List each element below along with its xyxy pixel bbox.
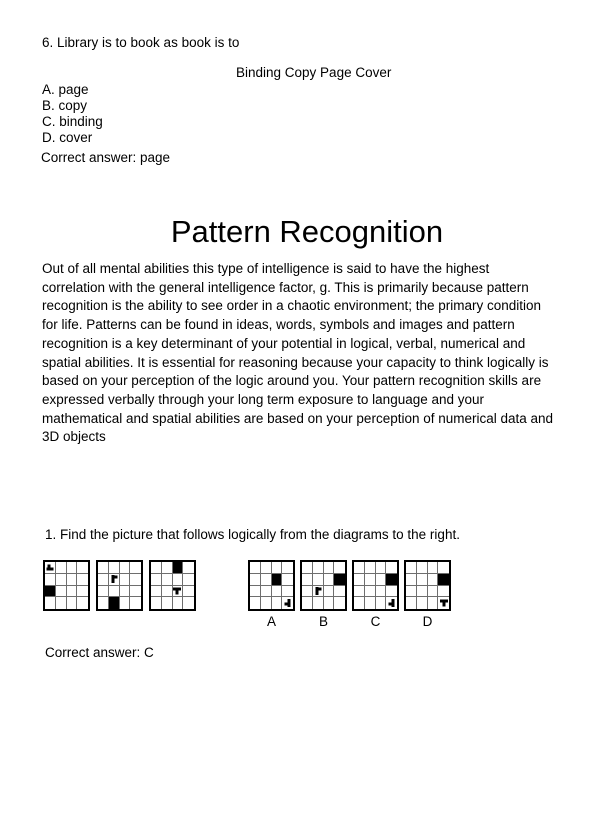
option-a: A. page bbox=[42, 82, 89, 97]
intro-line: Out of all mental abilities this type of intelligence is said to have the highest bbox=[42, 261, 490, 276]
grid-cell bbox=[324, 574, 335, 586]
grid-cell bbox=[67, 586, 78, 598]
grid-cell bbox=[428, 586, 439, 598]
grid-cell bbox=[365, 574, 376, 586]
grid-cell bbox=[77, 562, 88, 574]
grid-cell bbox=[162, 562, 173, 574]
grid-cell bbox=[56, 597, 67, 609]
intro-line: expressed verbally through your long term exposure to language and your bbox=[42, 391, 485, 407]
grid-cell bbox=[334, 597, 345, 609]
grid-cell bbox=[365, 586, 376, 598]
grid-cell bbox=[120, 562, 131, 574]
answer-option-a bbox=[248, 560, 295, 630]
grid-cell bbox=[173, 574, 184, 586]
flag-left-glyph bbox=[388, 599, 396, 607]
grid-cell bbox=[151, 574, 162, 586]
intro-line: mathematical and spatial abilities are based on your perception of numerical data and bbox=[42, 410, 554, 426]
question-6-options bbox=[42, 82, 103, 146]
grid-cell bbox=[438, 574, 449, 586]
grid-cell bbox=[173, 597, 184, 609]
flag-right-glyph bbox=[314, 587, 322, 595]
question-6-correct-answer: Correct answer: page bbox=[41, 150, 171, 165]
grid-cell bbox=[376, 574, 387, 586]
question-6-prompt: 6. Library is to book as book is to bbox=[42, 35, 240, 50]
grid-cell bbox=[98, 574, 109, 586]
grid-cell bbox=[376, 562, 387, 574]
grid-cell bbox=[313, 597, 324, 609]
option-c: C. binding bbox=[42, 114, 103, 129]
grid-cell bbox=[173, 586, 184, 598]
grid-cell bbox=[282, 574, 293, 586]
grid-cell bbox=[334, 586, 345, 598]
grid-cell bbox=[183, 586, 194, 598]
grid-cell bbox=[130, 574, 141, 586]
grid-cell bbox=[261, 574, 272, 586]
answer-grid-a bbox=[248, 560, 295, 611]
intro-line: spatial abilities. It is essential for reasoning because your capacity to think logically is bbox=[42, 354, 549, 370]
answer-option-c bbox=[352, 560, 399, 630]
option-b: B. copy bbox=[42, 98, 88, 113]
grid-cell bbox=[151, 562, 162, 574]
grid-cell bbox=[386, 574, 397, 586]
t-down-glyph bbox=[173, 587, 181, 595]
grid-cell bbox=[109, 586, 120, 598]
grid-cell bbox=[250, 562, 261, 574]
grid-cell bbox=[302, 597, 313, 609]
grid-cell bbox=[183, 562, 194, 574]
grid-cell bbox=[250, 574, 261, 586]
grid-cell bbox=[250, 586, 261, 598]
intro-line: based on your perception of the logic around you. Your pattern recognition skills are bbox=[42, 373, 542, 389]
intro-line: correlation with the general intelligence factor, g. This is primarily because pattern bbox=[42, 279, 529, 295]
grid-cell bbox=[151, 586, 162, 598]
sequence-grid-1 bbox=[43, 560, 90, 611]
grid-cell bbox=[282, 586, 293, 598]
grid-cell bbox=[261, 597, 272, 609]
grid-cell bbox=[428, 597, 439, 609]
grid-cell bbox=[302, 586, 313, 598]
answer-grid-label-c: C bbox=[370, 614, 381, 629]
grid-cell bbox=[428, 574, 439, 586]
grid-cell bbox=[354, 562, 365, 574]
grid-cell bbox=[272, 597, 283, 609]
section-title: Pattern Recognition bbox=[170, 214, 444, 249]
grid-cell bbox=[438, 562, 449, 574]
grid-cell bbox=[120, 586, 131, 598]
question-1-prompt: 1. Find the picture that follows logically from the diagrams to the right. bbox=[45, 527, 460, 542]
grid-cell bbox=[45, 597, 56, 609]
answer-option-b bbox=[300, 560, 347, 630]
grid-cell bbox=[67, 574, 78, 586]
grid-cell bbox=[272, 574, 283, 586]
grid-cell bbox=[438, 597, 449, 609]
grid-cell bbox=[130, 597, 141, 609]
flag-right-glyph bbox=[110, 575, 118, 583]
grid-cell bbox=[56, 562, 67, 574]
grid-cell bbox=[417, 574, 428, 586]
grid-cell bbox=[417, 597, 428, 609]
section-intro-paragraph bbox=[42, 260, 553, 447]
grid-cell bbox=[67, 562, 78, 574]
intro-line: recognition is the ability to see order in a chaotic environment; the primary condition bbox=[42, 298, 542, 314]
t-down-glyph bbox=[440, 599, 448, 607]
grid-cell bbox=[438, 586, 449, 598]
grid-cell bbox=[376, 586, 387, 598]
grid-cell bbox=[376, 597, 387, 609]
grid-cell bbox=[302, 574, 313, 586]
intro-line: 3D objects bbox=[42, 429, 106, 445]
grid-cell bbox=[417, 586, 428, 598]
grid-cell bbox=[428, 562, 439, 574]
grid-cell bbox=[365, 597, 376, 609]
answer-grid-label-d: D bbox=[422, 614, 433, 629]
grid-cell bbox=[56, 586, 67, 598]
grid-cell bbox=[183, 597, 194, 609]
answer-grids bbox=[248, 560, 451, 630]
grid-cell bbox=[45, 562, 56, 574]
grid-cell bbox=[109, 562, 120, 574]
grid-cell bbox=[386, 597, 397, 609]
option-d: D. cover bbox=[42, 130, 93, 145]
answer-grid-label-b: B bbox=[318, 614, 328, 629]
question-6-word-bank: Binding Copy Page Cover bbox=[236, 65, 392, 80]
sequence-grid-3 bbox=[149, 560, 196, 611]
grid-cell bbox=[67, 597, 78, 609]
grid-cell bbox=[162, 574, 173, 586]
grid-cell bbox=[324, 597, 335, 609]
grid-cell bbox=[130, 586, 141, 598]
grid-cell bbox=[406, 597, 417, 609]
grid-cell bbox=[98, 586, 109, 598]
intro-line: for life. Patterns can be found in ideas, words, symbols and images and pattern bbox=[42, 317, 515, 333]
answer-grid-c bbox=[352, 560, 399, 611]
grid-cell bbox=[162, 597, 173, 609]
grid-cell bbox=[173, 562, 184, 574]
grid-cell bbox=[250, 597, 261, 609]
answer-option-d bbox=[404, 560, 451, 630]
grid-cell bbox=[406, 574, 417, 586]
grid-cell bbox=[406, 586, 417, 598]
grid-cell bbox=[313, 574, 324, 586]
grid-cell bbox=[109, 597, 120, 609]
grid-cell bbox=[98, 597, 109, 609]
answer-grid-b bbox=[300, 560, 347, 611]
grid-cell bbox=[313, 562, 324, 574]
grid-cell bbox=[162, 586, 173, 598]
grid-cell bbox=[45, 574, 56, 586]
grid-cell bbox=[261, 562, 272, 574]
intro-line: recognition is a key determinant of your potential in logical, verbal, numerical and bbox=[42, 335, 526, 351]
grid-cell bbox=[77, 574, 88, 586]
grid-cell bbox=[109, 574, 120, 586]
grid-cell bbox=[120, 597, 131, 609]
grid-cell bbox=[98, 562, 109, 574]
answer-grid-label-a: A bbox=[266, 614, 276, 629]
grid-cell bbox=[151, 597, 162, 609]
grid-cell bbox=[282, 562, 293, 574]
grid-cell bbox=[130, 562, 141, 574]
sequence-grids bbox=[43, 560, 196, 611]
grid-cell bbox=[354, 574, 365, 586]
grid-cell bbox=[406, 562, 417, 574]
grid-cell bbox=[282, 597, 293, 609]
sequence-grid-2 bbox=[96, 560, 143, 611]
flag-left-glyph bbox=[284, 599, 292, 607]
grid-cell bbox=[77, 597, 88, 609]
answer-grid-d bbox=[404, 560, 451, 611]
grid-cell bbox=[313, 586, 324, 598]
grid-cell bbox=[324, 586, 335, 598]
grid-cell bbox=[183, 574, 194, 586]
grid-cell bbox=[334, 562, 345, 574]
grid-cell bbox=[120, 574, 131, 586]
grid-cell bbox=[272, 562, 283, 574]
grid-cell bbox=[56, 574, 67, 586]
grid-cell bbox=[45, 586, 56, 598]
grid-cell bbox=[334, 574, 345, 586]
question-1-correct-answer: Correct answer: C bbox=[45, 645, 154, 660]
step-glyph bbox=[46, 563, 54, 571]
grid-cell bbox=[272, 586, 283, 598]
grid-cell bbox=[302, 562, 313, 574]
grid-cell bbox=[417, 562, 428, 574]
grid-cell bbox=[386, 586, 397, 598]
grid-cell bbox=[324, 562, 335, 574]
grid-cell bbox=[365, 562, 376, 574]
grid-cell bbox=[354, 586, 365, 598]
grid-cell bbox=[261, 586, 272, 598]
grid-cell bbox=[354, 597, 365, 609]
grid-cell bbox=[386, 562, 397, 574]
grid-cell bbox=[77, 586, 88, 598]
